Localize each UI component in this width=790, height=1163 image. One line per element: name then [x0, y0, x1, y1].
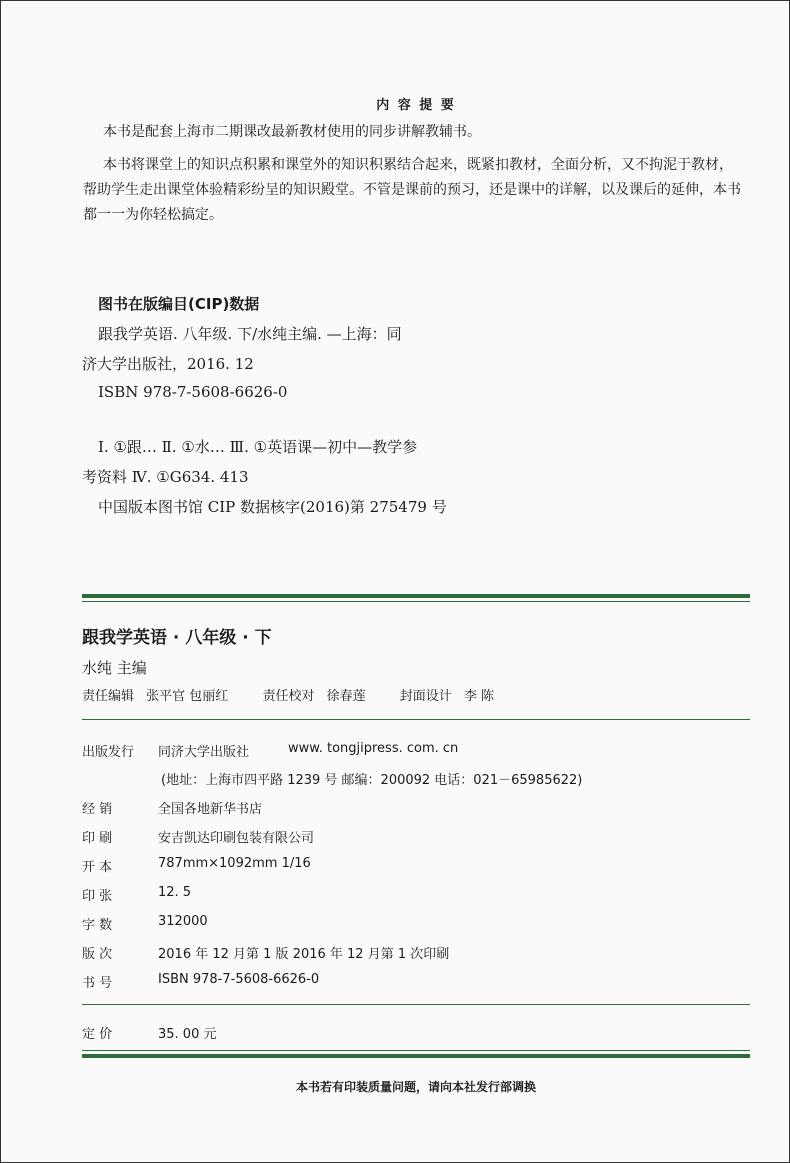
summary-paragraph-2-line-2: 帮助学生走出课堂体验精彩纷呈的知识殿堂。不管是课前的预习，还是课中的详解，以及课后的延伸，本书	[83, 182, 741, 198]
publisher: 同济大学出版社	[158, 745, 250, 760]
publisher-label: 出版发行	[82, 745, 135, 760]
cip-title: 图书在版编目(CIP)数据	[98, 295, 260, 313]
cover-design: 李 陈	[463, 689, 495, 704]
summary-paragraph-2-line-3: 都一一为你轻松搞定。	[83, 207, 223, 223]
divider-rule	[82, 1004, 750, 1005]
divider-rule	[82, 1054, 750, 1058]
cover-design-label: 封面设计	[399, 689, 452, 704]
book-title: 跟我学英语 · 八年级 · 下	[82, 628, 272, 648]
summary-paragraph-2-line-1: 本书将课堂上的知识点积累和课堂外的知识积累结合起来，既紧扣教材，全面分析，又不拘泥于教材，	[103, 157, 733, 173]
format: 787mm×1092mm 1/16	[158, 856, 311, 871]
edition: 2016 年 12 月第 1 版 2016 年 12 月第 1 次印刷	[158, 947, 450, 962]
isbn-label: 书 号	[82, 976, 113, 991]
format-label: 开 本	[82, 860, 113, 875]
cip-line-5: 考资料 Ⅳ. ①G634. 413	[82, 468, 249, 486]
sheets-label: 印 张	[82, 889, 113, 904]
credits-line	[82, 685, 494, 704]
divider-rule	[82, 594, 750, 598]
price: 35. 00 元	[158, 1027, 217, 1042]
divider-rule	[82, 1050, 750, 1051]
price-label: 定 价	[82, 1027, 113, 1042]
cip-line-6: 中国版本图书馆 CIP 数据核字(2016)第 275479 号	[98, 498, 447, 516]
word-count: 312000	[158, 914, 208, 929]
divider-rule	[82, 601, 750, 602]
sheets: 12. 5	[158, 885, 192, 900]
responsible-editor: 张平官 包丽红	[146, 689, 229, 704]
cip-line-3: ISBN 978-7-5608-6626-0	[98, 383, 288, 401]
proofread: 徐春莲	[326, 689, 366, 704]
cip-line-4: Ⅰ. ①跟… Ⅱ. ①水… Ⅲ. ①英语课—初中—教学参	[98, 438, 418, 456]
summary-paragraph-1: 本书是配套上海市二期课改最新教材使用的同步讲解教辅书。	[103, 124, 481, 140]
cip-line-1: 跟我学英语. 八年级. 下/水纯主编. —上海：同	[98, 325, 402, 343]
cip-line-2: 济大学出版社，2016. 12	[82, 355, 254, 373]
editor-line: 水纯 主编	[82, 659, 147, 677]
distribution: 全国各地新华书店	[158, 802, 263, 817]
word-count-label: 字 数	[82, 918, 113, 933]
distribution-label: 经 销	[82, 802, 113, 817]
website: www. tongjipress. com. cn	[288, 741, 459, 756]
printing-label: 印 刷	[82, 831, 113, 846]
quality-notice: 本书若有印装质量问题，请向本社发行部调换	[295, 1080, 536, 1094]
edition-label: 版 次	[82, 947, 113, 962]
proofread-label: 责任校对	[262, 689, 315, 704]
responsible-editor-label: 责任编辑	[82, 689, 135, 704]
divider-rule	[82, 719, 750, 720]
summary-title: 内 容 提 要	[376, 98, 456, 113]
address: (地址：上海市四平路 1239 号 邮编：200092 电话：021－65985622)	[161, 773, 583, 788]
isbn: ISBN 978-7-5608-6626-0	[158, 972, 320, 987]
printing: 安吉凯达印刷包装有限公司	[158, 831, 315, 846]
